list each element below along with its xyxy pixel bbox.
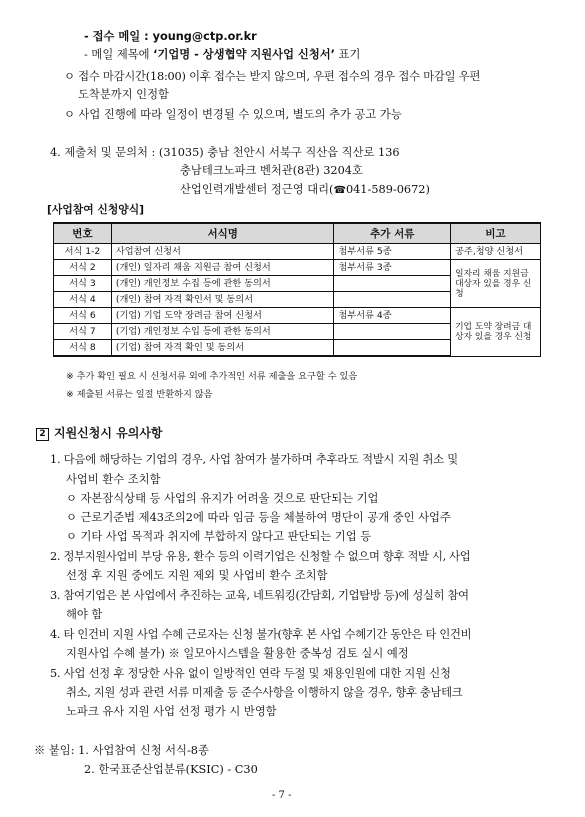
forms-table <box>53 222 541 357</box>
form-name: (개인) 일자리 채움 지원금 참여 신청서 <box>111 260 334 276</box>
contact-phone: 041-589-0672) <box>345 183 430 196</box>
form-extra <box>334 324 451 340</box>
form-name: 사업참여 신청서 <box>111 244 334 260</box>
table-row <box>54 244 541 260</box>
section-number-box: 2 <box>36 428 49 441</box>
form-extra: 첨부서류 3종 <box>334 260 451 276</box>
section-heading <box>36 424 163 441</box>
form-extra: 첨부서류 5종 <box>334 244 451 260</box>
form-number: 서식 7 <box>54 324 112 340</box>
mail-subject-line <box>84 46 360 62</box>
form-number: 서식 8 <box>54 340 112 357</box>
mail-subject-prefix: - 메일 제목에 <box>84 48 154 61</box>
item-1-sub-1: ㅇ 자본잠식상태 등 사업의 유지가 어려울 것으로 판단되는 기업 <box>66 492 379 505</box>
deadline-line-2: 도착분까지 인정함 <box>78 88 169 101</box>
header-extra-docs: 추가 서류 <box>334 223 451 244</box>
item-3-line-1: 3. 참여기업은 본 사업에서 추진하는 교육, 네트워킹(간담회, 기업탐방 등)에 성실히 참여 <box>50 589 469 602</box>
item-5-line-3: 노파크 유사 지원 사업 선정 평가 시 반영함 <box>66 705 277 718</box>
item-1-sub-2: ㅇ 근로기준법 제43조의2에 따라 임금 등을 체불하여 명단이 공개 중인 사업주 <box>66 511 451 524</box>
header-number: 번호 <box>54 223 112 244</box>
item-5-line-2: 취소, 지원 성과 관련 서류 미제출 등 준수사항을 이행하지 않을 경우, 향후 충남테크 <box>66 686 463 699</box>
form-name: (기업) 개인정보 수입 등에 관한 동의서 <box>111 324 334 340</box>
item-1-line-1: 1. 다음에 해당하는 기업의 경우, 사업 참여가 불가하며 추후라도 적발시 지원 취소 및 <box>50 453 458 466</box>
item-1-sub-3: ㅇ 기타 사업 목적과 취지에 부합하지 않다고 판단되는 기업 등 <box>66 530 372 543</box>
page-number: - 7 - <box>272 790 292 801</box>
table-header-row <box>54 223 541 244</box>
forms-section-title: [사업참여 신청양식] <box>47 203 145 216</box>
form-number: 서식 1-2 <box>54 244 112 260</box>
item-2-line-1: 2. 정부지원사업비 부당 유용, 환수 등의 이력기업은 신청할 수 없으며 향후 적발 시, 사업 <box>50 550 471 563</box>
form-remark: 일자리 채움 지원금 대상자 있을 경우 신청 <box>451 260 541 308</box>
item-4-line-2: 지원사업 수혜 불가) ※ 일모아시스템을 활용한 중복성 검토 실시 예정 <box>66 647 409 660</box>
form-extra <box>334 292 451 308</box>
attachment-line-1: ※ 붙임: 1. 사업참여 신청 서식-8종 <box>34 744 209 757</box>
table-row <box>54 260 541 276</box>
form-remark: 공주,청양 신청서 <box>451 244 541 260</box>
form-number: 서식 4 <box>54 292 112 308</box>
form-remark: 기업 도약 장려금 대상자 있을 경우 신청 <box>451 308 541 357</box>
table-note-1: ※ 추가 확인 필요 시 신청서류 외에 추가적인 서류 제출을 요구할 수 있음 <box>66 371 358 382</box>
item-3-line-2: 해야 함 <box>66 608 103 621</box>
item-5-line-1: 5. 사업 선정 후 정당한 사유 없이 일방적인 연락 두절 및 채용인원에 대한 지원 신청 <box>50 667 451 680</box>
form-number: 서식 6 <box>54 308 112 324</box>
schedule-change-line: ㅇ 사업 진행에 따라 일정이 변경될 수 있으며, 별도의 추가 공고 가능 <box>64 108 402 121</box>
deadline-line-1: ㅇ 접수 마감시간(18:00) 이후 접수는 받지 않으며, 우편 접수의 경우 접수 마감일 우편 <box>64 70 481 83</box>
header-form-name: 서식명 <box>111 223 334 244</box>
mail-subject-title: ‘기업명 - 상생협약 지원사업 신청서’ <box>153 48 335 61</box>
form-number: 서식 3 <box>54 276 112 292</box>
item-2-line-2: 선정 후 지원 중에도 지원 제외 및 사업비 환수 조치함 <box>66 569 328 582</box>
form-name: (개인) 참여 자격 확인서 및 동의서 <box>111 292 334 308</box>
submission-address: 4. 제출처 및 문의처 : (31035) 충남 천안시 서북구 직산읍 직산로 136 <box>50 146 400 159</box>
form-number: 서식 2 <box>54 260 112 276</box>
table-note-2: ※ 제출된 서류는 일절 반환하지 않음 <box>66 389 213 400</box>
section-title: 지원신청시 유의사항 <box>54 426 163 440</box>
form-name: (개인) 개인정보 수집 등에 관한 동의서 <box>111 276 334 292</box>
attachment-line-2: 2. 한국표준산업분류(KSIC) - C30 <box>84 763 258 776</box>
phone-icon: ☎ <box>333 185 346 196</box>
mail-subject-suffix: 표기 <box>334 48 361 61</box>
form-extra <box>334 276 451 292</box>
submission-building: 충남테크노파크 벤처관(8관) 3204호 <box>180 164 363 177</box>
table-row <box>54 308 541 324</box>
form-extra <box>334 340 451 357</box>
email-line: - 접수 메일 : young@ctp.or.kr <box>84 30 257 43</box>
item-4-line-1: 4. 타 인건비 지원 사업 수혜 근로자는 신청 불가(향후 본 사업 수혜기간 동안은 타 인건비 <box>50 628 472 641</box>
item-1-line-2: 사업비 환수 조치함 <box>66 473 161 486</box>
form-extra: 첨부서류 4종 <box>334 308 451 324</box>
form-name: (기업) 참여 자격 확인 및 동의서 <box>111 340 334 357</box>
contact-prefix: 산업인력개발센터 정근영 대리( <box>180 183 334 196</box>
header-remarks: 비고 <box>451 223 541 244</box>
submission-contact <box>180 181 430 197</box>
form-name: (기업) 기업 도약 장려금 참여 신청서 <box>111 308 334 324</box>
